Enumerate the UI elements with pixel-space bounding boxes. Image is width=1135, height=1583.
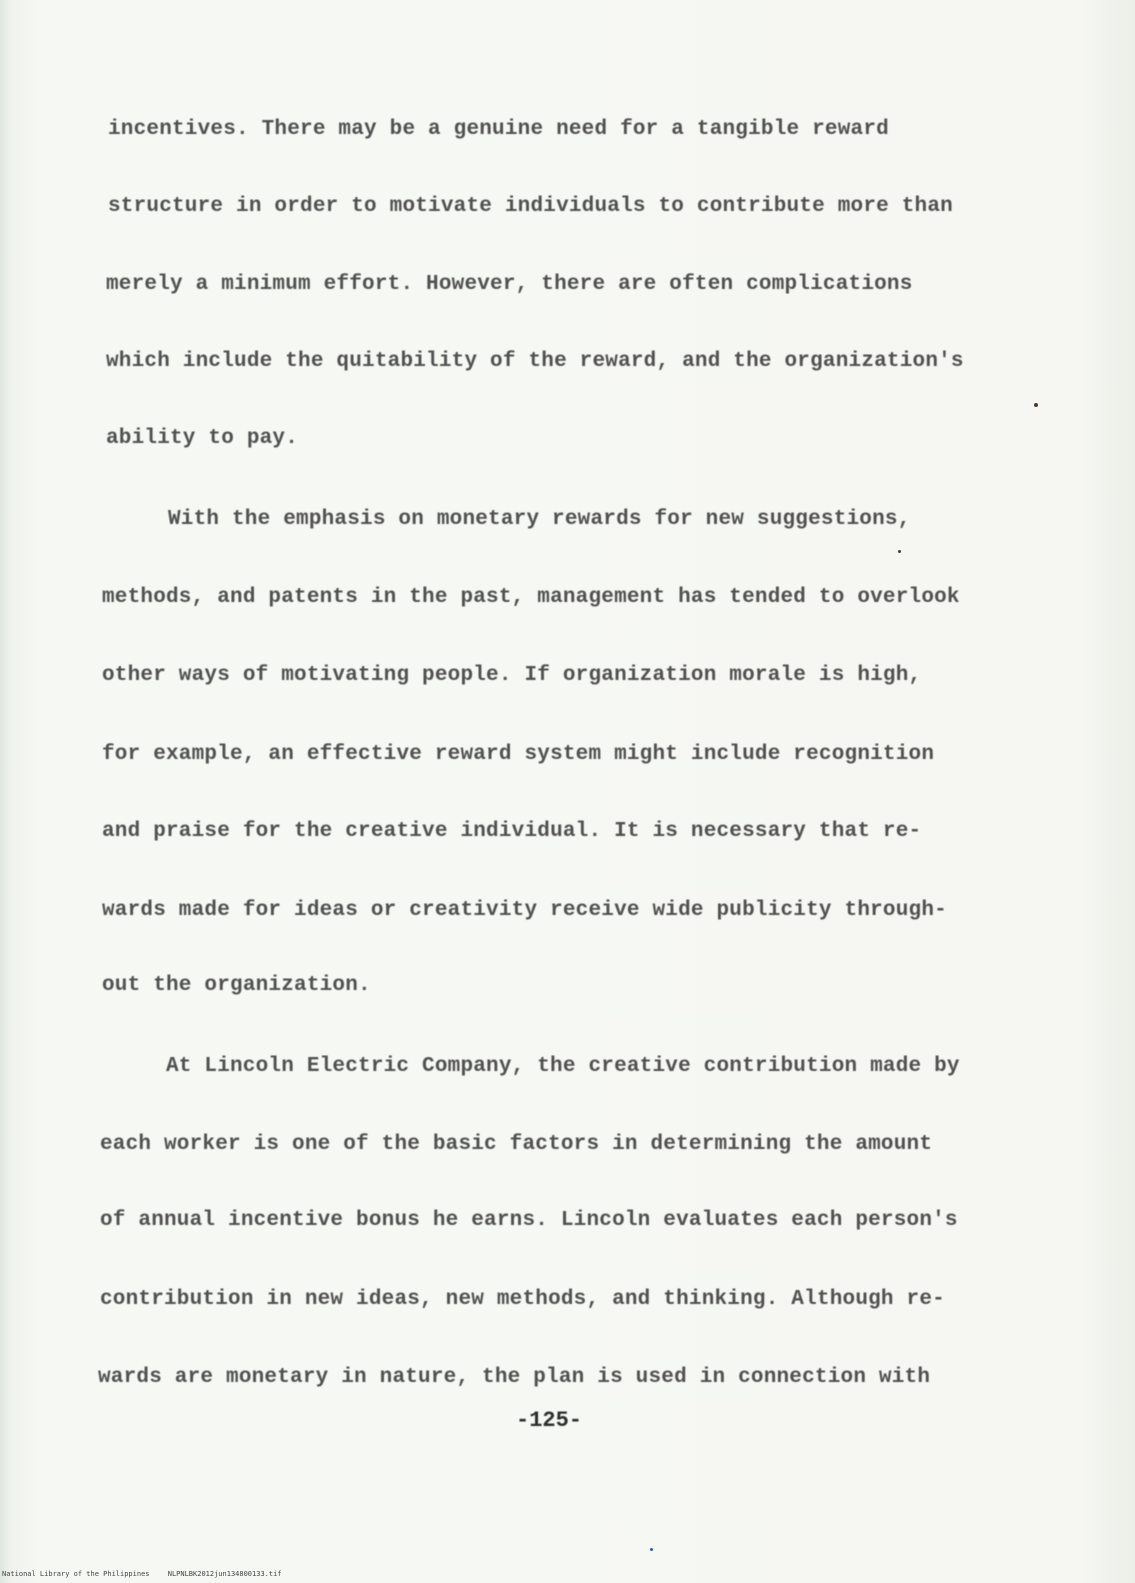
text-line: structure in order to motivate individuals to contribute more than [108,195,953,218]
text-line: wards are monetary in nature, the plan is used in connection with [98,1366,931,1389]
text-line: merely a minimum effort. However, there are often complications [106,273,913,296]
text-line: which include the quitability of the reward, and the organization's [106,350,964,373]
footer-source: National Library of the Philippines [2,1570,150,1578]
scan-speck [1034,403,1038,407]
text-line: of annual incentive bonus he earns. Lincoln evaluates each person's [100,1209,958,1232]
text-line: At Lincoln Electric Company, the creative contribution made by [166,1055,960,1078]
text-line: each worker is one of the basic factors in determining the amount [100,1133,933,1156]
text-line: methods, and patents in the past, management has tended to overlook [102,586,960,609]
text-line: contribution in new ideas, new methods, and thinking. Although re- [100,1288,945,1311]
text-line: out the organization. [102,974,371,997]
scan-speck [650,1548,653,1551]
text-line: incentives. There may be a genuine need for a tangible reward [108,118,889,141]
text-line: ability to pay. [106,427,299,450]
text-line: wards made for ideas or creativity receive wide publicity through- [102,899,947,922]
text-line: other ways of motivating people. If organization morale is high, [102,664,922,687]
page-number: -125- [516,1408,583,1433]
text-line: and praise for the creative individual. It is necessary that re- [102,820,922,843]
text-line: for example, an effective reward system might include recognition [102,743,935,766]
scan-speck [898,550,901,553]
scan-footer [2,1570,282,1578]
text-line: With the emphasis on monetary rewards for new suggestions, [168,508,911,531]
footer-file: NLPNLBK2012jun134800133.tif [167,1570,282,1578]
